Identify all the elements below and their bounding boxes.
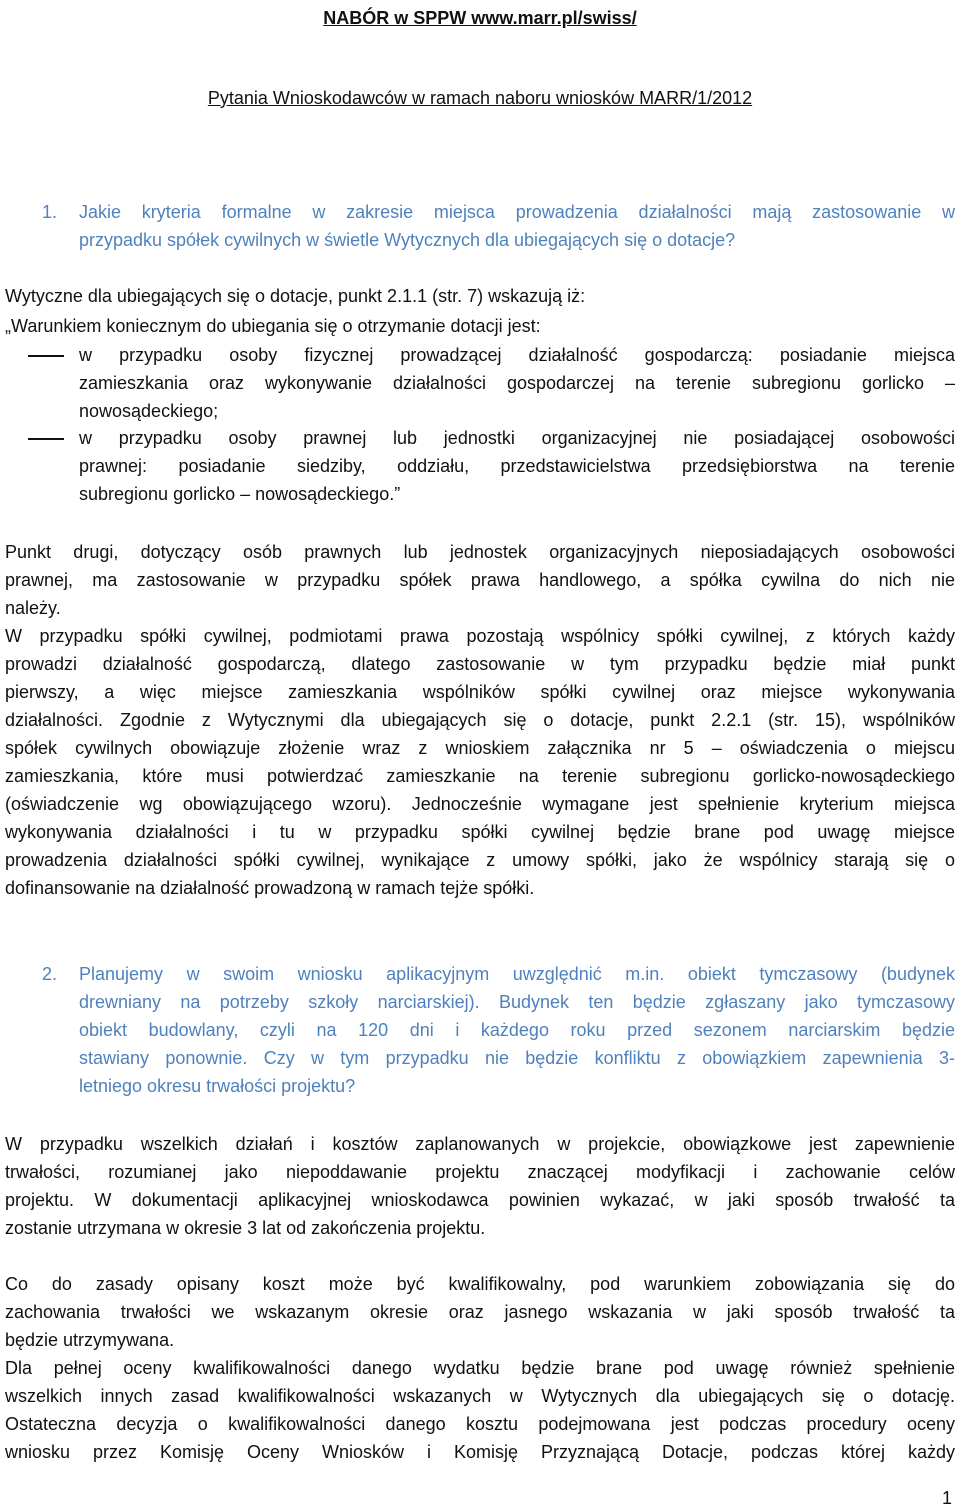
answer-2-para3-line: Ostateczna decyzja o kwalifikowalności danego kosztu podejmowana jest podczas procedury oceny: [5, 1414, 955, 1434]
document-title: NABÓR w SPPW www.marr.pl/swiss/: [323, 8, 637, 28]
answer-1-para2-line: prowadzenia działalności spółki cywilnej, wynikające z umowy spółki, jako że wspólnicy starają się o: [5, 850, 955, 870]
answer-1-para2-line: (oświadczenie wg obowiązującego wzoru). Jednocześnie wymagane jest spełnienie kryterium miejsca: [5, 794, 955, 814]
bullet-dash: [28, 355, 64, 357]
bullet-1-line: nowosądeckiego;: [79, 401, 219, 421]
bullet-1-line: zamieszkania oraz wykonywanie działalności gospodarczej na terenie subregionu gorlicko –: [79, 373, 955, 393]
answer-1-para2-line: pierwszy, a więc miejsce zamieszkania wspólników spółki cywilnej oraz miejsce wykonywania: [5, 682, 955, 702]
question-1-number: 1.: [42, 202, 58, 222]
answer-2-para3-line: wniosku przez Komisję Oceny Wniosków i Komisję Przyznającą Dotacje, podczas której każdy: [5, 1442, 955, 1462]
answer-1-para2-line: W przypadku spółki cywilnej, podmiotami prawa pozostają wspólnicy spółki cywilnej, z których każdy: [5, 626, 955, 646]
quote-open: „Warunkiem koniecznym do ubiegania się o otrzymanie dotacji jest:: [5, 316, 541, 336]
question-1-line: Jakie kryteria formalne w zakresie miejsca prowadzenia działalności mają zastosowanie w: [79, 202, 955, 222]
question-2-line: drewniany na potrzeby szkoły narciarskiej). Budynek ten będzie zgłaszany jako tymczasowy: [79, 992, 955, 1012]
bullet-2-line: subregionu gorlicko – nowosądeckiego.”: [79, 484, 401, 504]
answer-1-para2-line: spółek cywilnych obowiązuje złożenie wraz z wnioskiem załącznika nr 5 – oświadczenia o miejscu: [5, 738, 955, 758]
answer-2-para1-line: trwałości, rozumianej jako niepoddawanie projektu znaczącej modyfikacji i zachowanie celów: [5, 1162, 955, 1182]
page-number: 1: [941, 1488, 952, 1508]
answer-1-para2-line: zamieszkania, które musi potwierdzać zamieszkanie na terenie subregionu gorlicko-nowosądeckiego: [5, 766, 955, 786]
bullet-1-line: w przypadku osoby fizycznej prowadzącej działalność gospodarczą: posiadanie miejsca: [79, 345, 955, 365]
question-2-line: stawiany ponownie. Czy w tym przypadku nie będzie konfliktu z obowiązkiem zapewnienia 3-: [79, 1048, 955, 1068]
answer-2-para1-line: zostanie utrzymana w okresie 3 lat od zakończenia projektu.: [5, 1218, 486, 1238]
question-2-number: 2.: [42, 964, 58, 984]
answer-1-para1-line: Punkt drugi, dotyczący osób prawnych lub jednostek organizacyjnych nieposiadających osobowości: [5, 542, 955, 562]
bullet-2-line: prawnej: posiadanie siedziby, oddziału, przedstawicielstwa przedsiębiorstwa na terenie: [79, 456, 955, 476]
answer-1-para2-line: prowadzi działalność gospodarczą, dlatego zastosowanie w tym przypadku będzie miał punkt: [5, 654, 955, 674]
answer-1-para2-line: wykonywania działalności i tu w przypadku spółki cywilnej będzie brane pod uwagę miejsce: [5, 822, 955, 842]
answer-2-para1-line: W przypadku wszelkich działań i kosztów zaplanowanych w projekcie, obowiązkowe jest zapewnienie: [5, 1134, 955, 1154]
answer-1-para2-line: dofinansowanie na działalność prowadzoną w ramach tejże spółki.: [5, 878, 535, 898]
question-1-line: przypadku spółek cywilnych w świetle Wytycznych dla ubiegających się o dotacje?: [79, 230, 736, 250]
question-2-line: obiekt budowlany, czyli na 120 dni i każdego roku przed sezonem narciarskim będzie: [79, 1020, 955, 1040]
answer-2-para1-line: projektu. W dokumentacji aplikacyjnej wnioskodawca powinien wykazać, w jaki sposób trwałość ta: [5, 1190, 955, 1210]
question-2-line: Planujemy w swoim wniosku aplikacyjnym uwzględnić m.in. obiekt tymczasowy (budynek: [79, 964, 955, 984]
answer-2-para2-line: Co do zasady opisany koszt może być kwalifikowalny, pod warunkiem zobowiązania się do: [5, 1274, 955, 1294]
answer-1-para2-line: działalności. Zgodnie z Wytycznymi dla ubiegających się o dotacje, punkt 2.2.1 (str. 15), wspólników: [5, 710, 955, 730]
answer-2-para2-line: będzie utrzymywana.: [5, 1330, 175, 1350]
answer-1-intro: Wytyczne dla ubiegających się o dotacje, punkt 2.1.1 (str. 7) wskazują iż:: [5, 286, 586, 306]
bullet-2-line: w przypadku osoby prawnej lub jednostki organizacyjnej nie posiadającej osobowości: [79, 428, 955, 448]
document-subtitle: Pytania Wnioskodawców w ramach naboru wniosków MARR/1/2012: [207, 88, 753, 108]
question-2-line: letniego okresu trwałości projektu?: [79, 1076, 356, 1096]
answer-2-para2-line: zachowania trwałości we wskazanym okresie oraz jasnego wskazania w jaki sposób trwałość ta: [5, 1302, 955, 1322]
answer-1-para1-line: prawnej, ma zastosowanie w przypadku spółek prawa handlowego, a spółka cywilna do nich nie: [5, 570, 955, 590]
bullet-dash: [28, 438, 64, 440]
answer-2-para3-line: wszelkich innych zasad kwalifikowalności wskazanych w Wytycznych dla ubiegających się o dotację.: [5, 1386, 955, 1406]
answer-2-para3-line: Dla pełnej oceny kwalifikowalności danego wydatku będzie brane pod uwagę również spełnienie: [5, 1358, 955, 1378]
answer-1-para1-line: należy.: [5, 598, 61, 618]
